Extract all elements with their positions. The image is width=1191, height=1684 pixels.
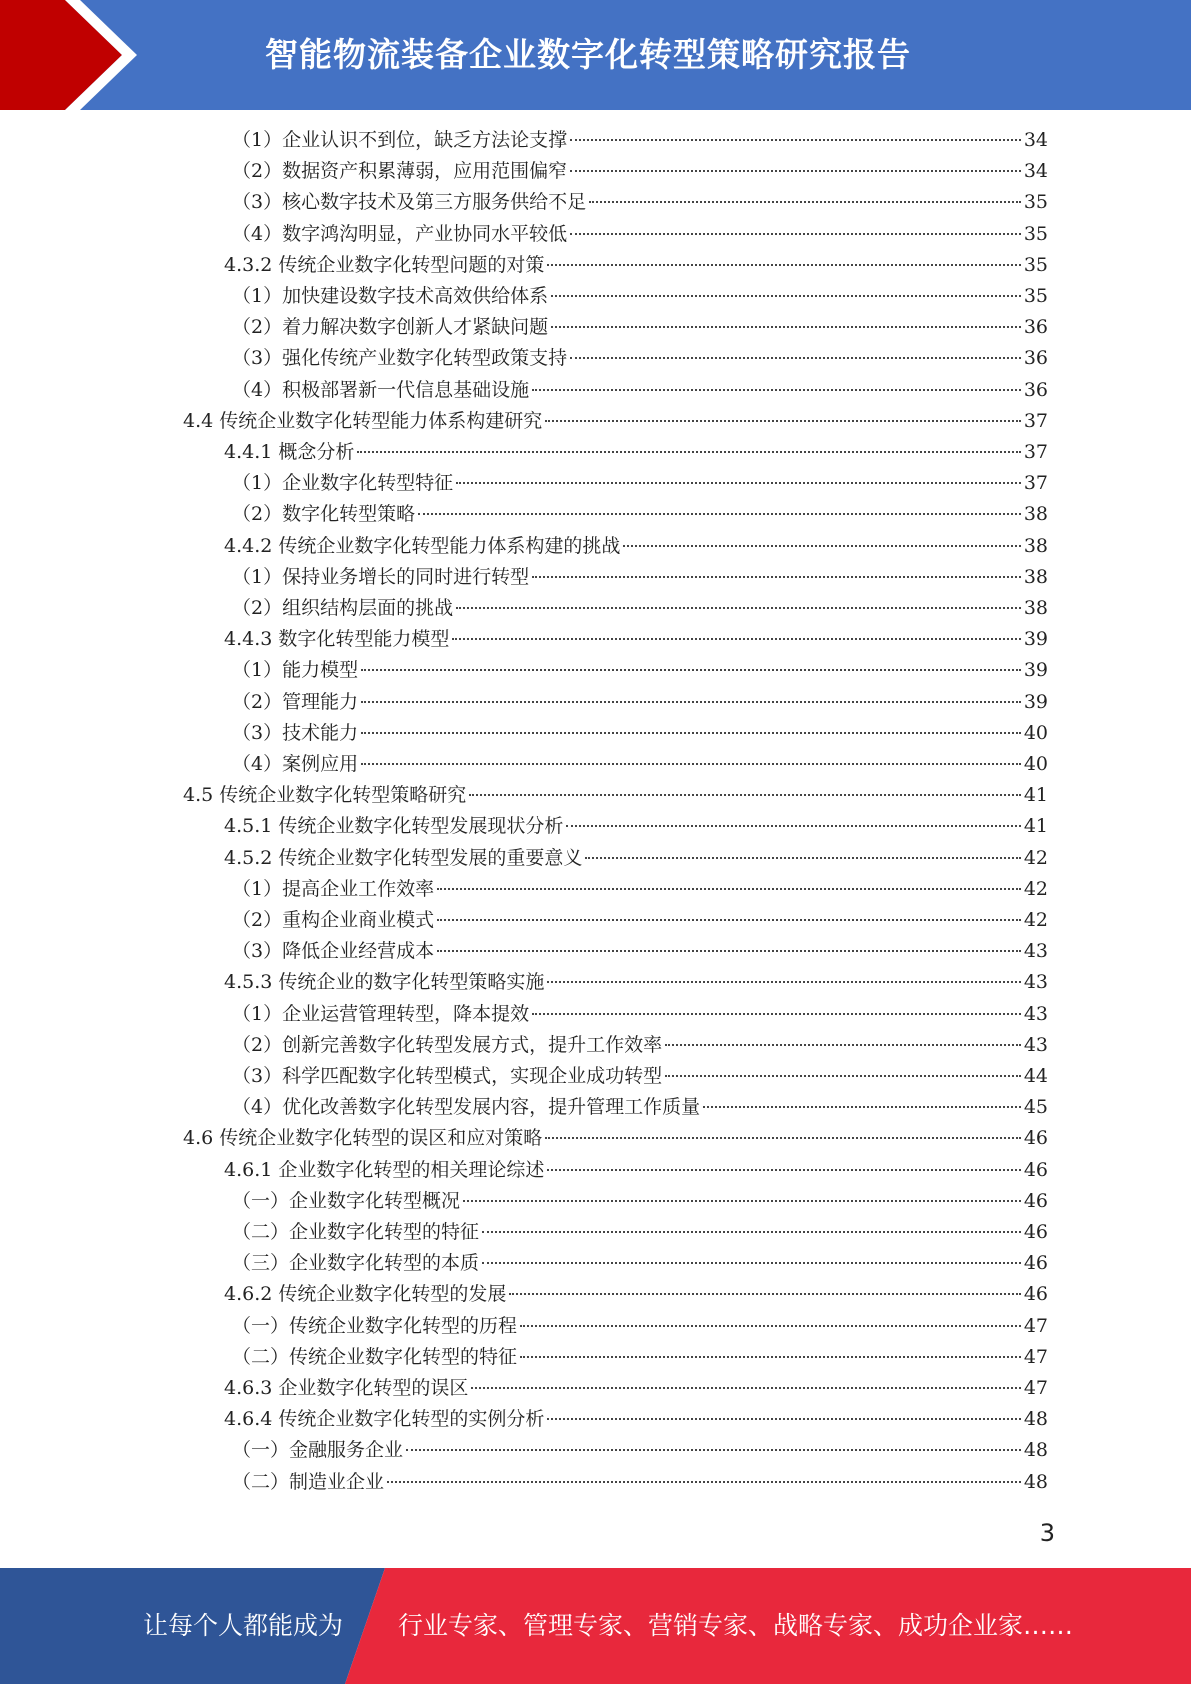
toc-dot-leader [482, 1262, 1021, 1264]
toc-entry[interactable] [232, 749, 1048, 780]
toc-entry[interactable] [224, 624, 1048, 655]
toc-dot-leader [406, 1449, 1021, 1451]
toc-entry-label: 4.6 传统企业数字化转型的误区和应对策略 [183, 1127, 543, 1150]
toc-entry-page: 41 [1023, 815, 1048, 838]
toc-entry[interactable] [232, 281, 1048, 312]
toc-dot-leader [570, 233, 1021, 235]
toc-dot-leader [570, 139, 1021, 141]
toc-entry-label: （1）能力模型 [232, 659, 359, 682]
page-footer [0, 1568, 1191, 1684]
toc-entry-label: （2）着力解决数字创新人才紧缺问题 [232, 316, 549, 339]
toc-entry[interactable] [232, 1092, 1048, 1123]
toc-entry-label: 4.5.3 传统企业的数字化转型策略实施 [224, 971, 545, 994]
toc-entry[interactable] [224, 1373, 1048, 1404]
toc-dot-leader [361, 669, 1021, 671]
toc-entry[interactable] [232, 343, 1048, 374]
toc-dot-leader [623, 545, 1020, 547]
toc-entry[interactable] [232, 219, 1048, 250]
toc-entry-label: 4.5 传统企业数字化转型策略研究 [183, 784, 467, 807]
toc-entry-label: （3）强化传统产业数字化转型政策支持 [232, 347, 568, 370]
toc-entry-label: 4.5.2 传统企业数字化转型发展的重要意义 [224, 846, 583, 869]
toc-entry[interactable] [232, 874, 1048, 905]
toc-dot-leader [570, 170, 1021, 172]
toc-dot-leader [703, 1106, 1021, 1108]
toc-entry[interactable] [232, 655, 1048, 686]
toc-entry[interactable] [232, 1061, 1048, 1092]
toc-entry-label: （4）案例应用 [232, 753, 359, 775]
toc-entry[interactable] [232, 999, 1048, 1030]
toc-entry-page: 37 [1023, 409, 1048, 432]
toc-entry-label: （1）企业认识不到位，缺乏方法论支撑 [232, 129, 568, 151]
toc-entry-page: 47 [1023, 1377, 1048, 1399]
toc-entry-label: （二）制造业企业 [232, 1470, 385, 1493]
toc-entry-page: 38 [1023, 597, 1048, 619]
toc-entry-label: （3）技术能力 [232, 721, 359, 744]
toc-dot-leader [509, 1293, 1020, 1295]
toc-dot-leader [589, 201, 1021, 203]
toc-entry[interactable] [183, 1123, 1048, 1154]
toc-entry-label: （1）企业运营管理转型，降本提效 [232, 1002, 530, 1025]
toc-entry[interactable] [232, 499, 1048, 530]
toc-entry-page: 40 [1023, 753, 1048, 775]
toc-dot-leader [570, 357, 1021, 359]
toc-entry-page: 38 [1023, 534, 1048, 557]
toc-entry-page: 43 [1023, 971, 1048, 994]
toc-dot-leader [361, 763, 1021, 765]
toc-entry-label: （2）组织结构层面的挑战 [232, 597, 454, 619]
toc-entry[interactable] [232, 718, 1048, 749]
toc-entry[interactable] [224, 437, 1048, 468]
toc-dot-leader [665, 1075, 1021, 1077]
toc-entry[interactable] [232, 187, 1048, 218]
toc-dot-leader [551, 295, 1021, 297]
toc-dot-leader [545, 420, 1021, 422]
toc-entry-label: （4）优化改善数字化转型发展内容，提升管理工作质量 [232, 1096, 701, 1119]
toc-entry-label: 4.4 传统企业数字化转型能力体系构建研究 [183, 409, 543, 432]
toc-entry[interactable] [224, 531, 1048, 562]
toc-entry-label: 4.4.1 概念分析 [224, 441, 355, 463]
toc-entry-label: （1）提高企业工作效率 [232, 877, 435, 900]
toc-entry-label: （一）金融服务企业 [232, 1439, 404, 1462]
toc-entry-page: 47 [1023, 1314, 1048, 1337]
toc-entry-label: 4.4.3 数字化转型能力模型 [224, 628, 450, 651]
toc-entry-label: （4）积极部署新一代信息基础设施 [232, 378, 530, 401]
toc-entry-page: 48 [1023, 1408, 1048, 1431]
toc-dot-leader [482, 1231, 1021, 1233]
toc-entry[interactable] [232, 1435, 1048, 1466]
toc-entry-page: 45 [1023, 1096, 1048, 1119]
toc-entry-label: 4.5.1 传统企业数字化转型发展现状分析 [224, 815, 564, 838]
toc-entry-label: （3）降低企业经营成本 [232, 940, 435, 963]
toc-entry[interactable] [232, 905, 1048, 936]
page-header [0, 0, 1191, 110]
toc-entry[interactable] [232, 1217, 1048, 1248]
toc-entry[interactable] [232, 1248, 1048, 1279]
toc-entry-page: 42 [1023, 877, 1048, 900]
toc-entry-page: 43 [1023, 1002, 1048, 1025]
toc-entry-label: 4.6.2 传统企业数字化转型的发展 [224, 1283, 507, 1306]
toc-dot-leader [361, 732, 1021, 734]
toc-dot-leader [437, 888, 1021, 890]
toc-entry-page: 36 [1023, 347, 1048, 370]
toc-entry-page: 40 [1023, 721, 1048, 744]
toc-entry-page: 37 [1023, 472, 1048, 495]
toc-entry[interactable] [232, 936, 1048, 967]
toc-entry-page: 34 [1023, 129, 1048, 151]
toc-dot-leader [547, 1418, 1020, 1420]
header-arrow-icon [0, 0, 150, 110]
toc-entry-page: 46 [1023, 1189, 1048, 1212]
toc-entry-page: 48 [1023, 1439, 1048, 1462]
toc-entry[interactable] [224, 250, 1048, 281]
toc-entry-page: 43 [1023, 1033, 1048, 1056]
toc-entry-page: 35 [1023, 285, 1048, 307]
toc-entry[interactable] [232, 375, 1048, 406]
toc-entry[interactable] [224, 1279, 1048, 1310]
toc-dot-leader [437, 919, 1021, 921]
toc-entry[interactable] [232, 312, 1048, 343]
toc-entry-label: （一）企业数字化转型概况 [232, 1189, 461, 1212]
toc-entry-label: （1）保持业务增长的同时进行转型 [232, 565, 530, 588]
toc-entry[interactable] [232, 156, 1048, 187]
page-number: 3 [1039, 1519, 1055, 1547]
toc-dot-leader [547, 264, 1020, 266]
toc-entry-label: （一）传统企业数字化转型的历程 [232, 1314, 518, 1337]
toc-entry-label: （1）加快建设数字技术高效供给体系 [232, 285, 549, 307]
toc-dot-leader [585, 857, 1020, 859]
toc-entry-page: 38 [1023, 503, 1048, 526]
toc-entry-label: （1）企业数字化转型特征 [232, 472, 454, 495]
toc-entry-label: （2）数字化转型策略 [232, 503, 416, 526]
toc-entry-label: 4.4.2 传统企业数字化转型能力体系构建的挑战 [224, 534, 621, 557]
toc-entry-label: （3）科学匹配数字化转型模式，实现企业成功转型 [232, 1065, 663, 1087]
toc-entry-page: 41 [1023, 784, 1048, 807]
toc-entry-page: 46 [1023, 1158, 1048, 1181]
toc-entry[interactable] [232, 1311, 1048, 1342]
toc-entry[interactable] [224, 967, 1048, 998]
toc-entry-label: （2）创新完善数字化转型发展方式，提升工作效率 [232, 1033, 663, 1056]
toc-dot-leader [520, 1356, 1021, 1358]
toc-dot-leader [469, 794, 1021, 796]
toc-entry-page: 35 [1023, 253, 1048, 276]
toc-entry-label: （三）企业数字化转型的本质 [232, 1252, 480, 1275]
toc-entry[interactable] [232, 1342, 1048, 1373]
toc-entry[interactable] [232, 125, 1048, 156]
toc-entry-page: 48 [1023, 1470, 1048, 1493]
toc-entry-label: （二）企业数字化转型的特征 [232, 1221, 480, 1243]
toc-entry-label: （2）重构企业商业模式 [232, 909, 435, 931]
toc-dot-leader [551, 326, 1021, 328]
toc-dot-leader [463, 1200, 1021, 1202]
toc-dot-leader [665, 1044, 1021, 1046]
toc-entry-page: 46 [1023, 1252, 1048, 1275]
toc-entry[interactable] [183, 406, 1048, 437]
toc-dot-leader [361, 701, 1021, 703]
toc-dot-leader [456, 482, 1021, 484]
toc-entry-page: 42 [1023, 909, 1048, 931]
toc-entry-page: 35 [1023, 191, 1048, 214]
toc-entry[interactable] [224, 811, 1048, 842]
toc-entry-page: 46 [1023, 1283, 1048, 1306]
toc-entry-label: （4）数字鸿沟明显，产业协同水平较低 [232, 222, 568, 245]
toc-dot-leader [532, 1013, 1021, 1015]
toc-entry-page: 38 [1023, 565, 1048, 588]
toc-entry-page: 39 [1023, 690, 1048, 713]
report-title: 智能物流装备企业数字化转型策略研究报告 [265, 35, 911, 74]
toc-entry[interactable] [224, 1404, 1048, 1435]
toc-dot-leader [418, 513, 1021, 515]
toc-entry[interactable] [224, 843, 1048, 874]
footer-slogan-left: 让每个人都能成为 [143, 1611, 344, 1640]
toc-dot-leader [547, 981, 1020, 983]
toc-entry-label: （二）传统企业数字化转型的特征 [232, 1345, 518, 1368]
toc-dot-leader [532, 389, 1021, 391]
toc-entry-page: 39 [1023, 659, 1048, 682]
toc-dot-leader [471, 1387, 1020, 1389]
toc-entry[interactable] [224, 1155, 1048, 1186]
toc-entry[interactable] [232, 1467, 1048, 1498]
toc-entry-page: 42 [1023, 846, 1048, 869]
toc-entry-label: 4.6.1 企业数字化转型的相关理论综述 [224, 1158, 545, 1181]
toc-dot-leader [520, 1325, 1021, 1327]
toc-entry[interactable] [232, 593, 1048, 624]
toc-entry-page: 37 [1023, 441, 1048, 463]
toc-entry[interactable] [232, 562, 1048, 593]
toc-entry-label: 4.6.3 企业数字化转型的误区 [224, 1377, 469, 1399]
toc-entry-label: 4.6.4 传统企业数字化转型的实例分析 [224, 1408, 545, 1431]
toc-dot-leader [547, 1169, 1020, 1171]
toc-entry-page: 47 [1023, 1345, 1048, 1368]
toc-entry[interactable] [183, 780, 1048, 811]
toc-entry-label: （3）核心数字技术及第三方服务供给不足 [232, 191, 587, 214]
toc-entry-label: （2）数据资产积累薄弱，应用范围偏窄 [232, 160, 568, 183]
toc-dot-leader [545, 1137, 1021, 1139]
toc-entry-page: 43 [1023, 940, 1048, 963]
toc-entry-label: 4.3.2 传统企业数字化转型问题的对策 [224, 253, 545, 276]
toc-dot-leader [387, 1481, 1021, 1483]
toc-entry-page: 46 [1023, 1221, 1048, 1243]
toc-entry-page: 35 [1023, 222, 1048, 245]
toc-entry[interactable] [232, 468, 1048, 499]
toc-entry[interactable] [232, 1186, 1048, 1217]
toc-dot-leader [452, 638, 1020, 640]
toc-entry-page: 34 [1023, 160, 1048, 183]
toc-dot-leader [532, 576, 1021, 578]
footer-slogan-right: 行业专家、管理专家、营销专家、战略专家、成功企业家…… [398, 1611, 1074, 1640]
toc-entry-page: 46 [1023, 1127, 1048, 1150]
toc-entry-page: 36 [1023, 316, 1048, 339]
toc-entry[interactable] [232, 1030, 1048, 1061]
toc-entry-page: 39 [1023, 628, 1048, 651]
toc-entry[interactable] [232, 687, 1048, 718]
toc-entry-label: （2）管理能力 [232, 690, 359, 713]
toc-dot-leader [437, 950, 1021, 952]
toc-dot-leader [357, 451, 1020, 453]
toc-dot-leader [456, 607, 1021, 609]
toc-entry-page: 44 [1023, 1065, 1048, 1087]
toc-dot-leader [566, 825, 1020, 827]
toc-entry-page: 36 [1023, 378, 1048, 401]
